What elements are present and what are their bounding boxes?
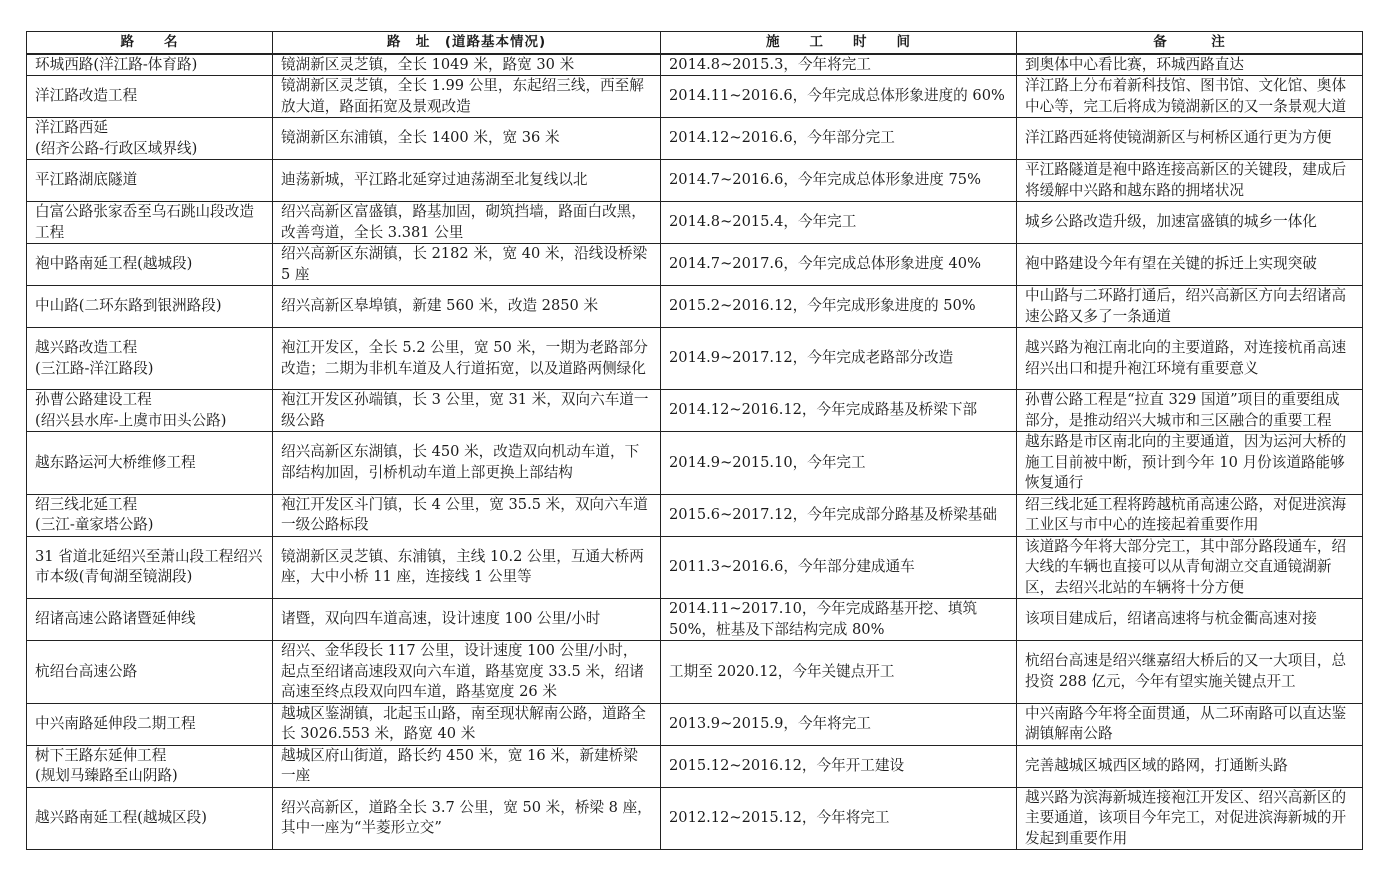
road-name-cell: 孙曹公路建设工程 (绍兴县水库-上虞市田头公路) xyxy=(27,390,273,432)
table-row xyxy=(27,160,1363,202)
road-name-cell: 环城西路(洋江路-体育路) xyxy=(27,54,273,76)
road-name-cell: 白富公路张家岙至乌石跳山段改造工程 xyxy=(27,202,273,244)
road-address-cell: 绍兴高新区东湖镇，长 2182 米，宽 40 米，沿线设桥梁 5 座 xyxy=(273,244,661,286)
header-time: 施 工 时 间 xyxy=(661,32,1017,54)
construction-time-cell: 工期至 2020.12，今年关键点开工 xyxy=(661,641,1017,704)
remark-cell: 绍三线北延工程将跨越杭甬高速公路，对促进滨海工业区与市中心的连接起着重要作用 xyxy=(1017,494,1363,536)
remark-cell: 杭绍台高速是绍兴继嘉绍大桥后的又一大项目，总投资 288 亿元，今年有望实施关键点开工 xyxy=(1017,641,1363,704)
road-name-cell: 越东路运河大桥维修工程 xyxy=(27,432,273,495)
road-name-cell: 洋江路改造工程 xyxy=(27,76,273,118)
remark-cell: 该项目建成后，绍诸高速将与杭金衢高速对接 xyxy=(1017,599,1363,641)
remark-cell: 中山路与二环路打通后，绍兴高新区方向去绍诸高速公路又多了一条通道 xyxy=(1017,286,1363,328)
remark-cell: 中兴南路今年将全面贯通，从二环南路可以直达鉴湖镇解南公路 xyxy=(1017,703,1363,745)
table-row xyxy=(27,787,1363,850)
road-address-cell: 绍兴高新区，道路全长 3.7 公里，宽 50 米，桥梁 8 座，其中一座为“半菱形立交” xyxy=(273,787,661,850)
road-name-cell: 绍三线北延工程 (三江-童家塔公路) xyxy=(27,494,273,536)
construction-time-cell: 2015.12~2016.12，今年开工建设 xyxy=(661,745,1017,787)
road-address-cell: 镜湖新区灵芝镇、东浦镇，主线 10.2 公里，互通大桥两座，大中小桥 11 座，连接线 1 公里等 xyxy=(273,536,661,599)
road-address-cell: 绍兴高新区富盛镇，路基加固，砌筑挡墙，路面白改黑，改善弯道，全长 3.381 公里 xyxy=(273,202,661,244)
road-address-cell: 绍兴高新区皋埠镇，新建 560 米，改造 2850 米 xyxy=(273,286,661,328)
remark-cell: 孙曹公路工程是“拉直 329 国道”项目的重要组成部分，是推动绍兴大城市和三区融合的重要工程 xyxy=(1017,390,1363,432)
table-row xyxy=(27,703,1363,745)
construction-time-cell: 2013.9~2015.9，今年将完工 xyxy=(661,703,1017,745)
construction-time-cell: 2014.8~2015.3，今年将完工 xyxy=(661,54,1017,76)
header-remark: 备 注 xyxy=(1017,32,1363,54)
road-address-cell: 袍江开发区，全长 5.2 公里，宽 50 米，一期为老路部分改造；二期为非机车道及人行道拓宽，以及道路两侧绿化 xyxy=(273,328,661,390)
remark-cell: 平江路隧道是袍中路连接高新区的关键段，建成后将缓解中兴路和越东路的拥堵状况 xyxy=(1017,160,1363,202)
road-address-cell: 袍江开发区斗门镇，长 4 公里，宽 35.5 米，双向六车道一级公路标段 xyxy=(273,494,661,536)
header-address: 路 址 (道路基本情况) xyxy=(273,32,661,54)
road-address-cell: 镜湖新区灵芝镇，全长 1049 米，路宽 30 米 xyxy=(273,54,661,76)
construction-time-cell: 2014.7~2016.6，今年完成总体形象进度 75% xyxy=(661,160,1017,202)
remark-cell: 洋江路西延将使镜湖新区与柯桥区通行更为方便 xyxy=(1017,118,1363,160)
road-name-cell: 绍诸高速公路诸暨延伸线 xyxy=(27,599,273,641)
table-row xyxy=(27,244,1363,286)
road-name-cell: 杭绍台高速公路 xyxy=(27,641,273,704)
header-name: 路 名 xyxy=(27,32,273,54)
road-address-cell: 绍兴、金华段长 117 公里，设计速度 100 公里/小时，起点至绍诸高速段双向六车道，路基宽度 33.5 米，绍诸高速至终点段双向四车道，路基宽度 26 米 xyxy=(273,641,661,704)
construction-time-cell: 2014.11~2017.10，今年完成路基开挖、填筑 50%，桩基及下部结构完成 80% xyxy=(661,599,1017,641)
construction-time-cell: 2014.7~2017.6，今年完成总体形象进度 40% xyxy=(661,244,1017,286)
construction-time-cell: 2014.12~2016.12，今年完成路基及桥梁下部 xyxy=(661,390,1017,432)
construction-time-cell: 2014.11~2016.6，今年完成总体形象进度的 60% xyxy=(661,76,1017,118)
table-row xyxy=(27,641,1363,704)
table-row xyxy=(27,54,1363,76)
table-row xyxy=(27,536,1363,599)
construction-time-cell: 2015.2~2016.12，今年完成形象进度的 50% xyxy=(661,286,1017,328)
table-row xyxy=(27,76,1363,118)
road-address-cell: 诸暨，双向四车道高速，设计速度 100 公里/小时 xyxy=(273,599,661,641)
construction-time-cell: 2014.8~2015.4，今年完工 xyxy=(661,202,1017,244)
road-name-cell: 中山路(二环东路到银洲路段) xyxy=(27,286,273,328)
road-address-cell: 迪荡新城，平江路北延穿过迪荡湖至北复线以北 xyxy=(273,160,661,202)
remark-cell: 到奥体中心看比赛，环城西路直达 xyxy=(1017,54,1363,76)
road-address-cell: 绍兴高新区东湖镇，长 450 米，改造双向机动车道，下部结构加固，引桥机动车道上部更换上部结构 xyxy=(273,432,661,495)
road-name-cell: 平江路湖底隧道 xyxy=(27,160,273,202)
road-name-cell: 越兴路改造工程 (三江路-洋江路段) xyxy=(27,328,273,390)
construction-time-cell: 2015.6~2017.12，今年完成部分路基及桥梁基础 xyxy=(661,494,1017,536)
road-address-cell: 袍江开发区孙端镇，长 3 公里，宽 31 米，双向六车道一级公路 xyxy=(273,390,661,432)
construction-time-cell: 2014.9~2017.12，今年完成老路部分改造 xyxy=(661,328,1017,390)
road-projects-table xyxy=(26,31,1363,850)
table-row xyxy=(27,118,1363,160)
road-address-cell: 越城区鉴湖镇，北起玉山路，南至现状解南公路，道路全长 3026.553 米，路宽 40 米 xyxy=(273,703,661,745)
table-body xyxy=(27,54,1363,850)
road-name-cell: 31 省道北延绍兴至萧山段工程绍兴市本级(青甸湖至镜湖段) xyxy=(27,536,273,599)
table-row xyxy=(27,494,1363,536)
remark-cell: 袍中路建设今年有望在关键的拆迁上实现突破 xyxy=(1017,244,1363,286)
table-row xyxy=(27,599,1363,641)
remark-cell: 越兴路为袍江南北向的主要道路，对连接杭甬高速绍兴出口和提升袍江环境有重要意义 xyxy=(1017,328,1363,390)
table-header-row xyxy=(27,32,1363,54)
table-row xyxy=(27,328,1363,390)
remark-cell: 城乡公路改造升级，加速富盛镇的城乡一体化 xyxy=(1017,202,1363,244)
remark-cell: 洋江路上分布着新科技馆、图书馆、文化馆、奥体中心等，完工后将成为镜湖新区的又一条景观大道 xyxy=(1017,76,1363,118)
construction-time-cell: 2014.12~2016.6，今年部分完工 xyxy=(661,118,1017,160)
road-name-cell: 中兴南路延伸段二期工程 xyxy=(27,703,273,745)
remark-cell: 越东路是市区南北向的主要通道，因为运河大桥的施工目前被中断，预计到今年 10 月份该道路能够恢复通行 xyxy=(1017,432,1363,495)
construction-time-cell: 2014.9~2015.10，今年完工 xyxy=(661,432,1017,495)
construction-time-cell: 2011.3~2016.6，今年部分建成通车 xyxy=(661,536,1017,599)
road-address-cell: 越城区府山街道，路长约 450 米，宽 16 米，新建桥梁一座 xyxy=(273,745,661,787)
road-name-cell: 树下王路东延伸工程 (规划马臻路至山阴路) xyxy=(27,745,273,787)
remark-cell: 越兴路为滨海新城连接袍江开发区、绍兴高新区的主要通道，该项目今年完工，对促进滨海新城的开发起到重要作用 xyxy=(1017,787,1363,850)
table-row xyxy=(27,286,1363,328)
table-row xyxy=(27,390,1363,432)
table-row xyxy=(27,432,1363,495)
road-name-cell: 越兴路南延工程(越城区段) xyxy=(27,787,273,850)
remark-cell: 完善越城区城西区域的路网，打通断头路 xyxy=(1017,745,1363,787)
table-row xyxy=(27,745,1363,787)
construction-time-cell: 2012.12~2015.12，今年将完工 xyxy=(661,787,1017,850)
road-name-cell: 洋江路西延 (绍齐公路-行政区域界线) xyxy=(27,118,273,160)
remark-cell: 该道路今年将大部分完工，其中部分路段通车，绍大线的车辆也直接可以从青甸湖立交直通镜湖新区，去绍兴北站的车辆将十分方便 xyxy=(1017,536,1363,599)
road-name-cell: 袍中路南延工程(越城段) xyxy=(27,244,273,286)
road-address-cell: 镜湖新区东浦镇，全长 1400 米，宽 36 米 xyxy=(273,118,661,160)
road-address-cell: 镜湖新区灵芝镇，全长 1.99 公里，东起绍三线，西至解放大道，路面拓宽及景观改造 xyxy=(273,76,661,118)
table-row xyxy=(27,202,1363,244)
